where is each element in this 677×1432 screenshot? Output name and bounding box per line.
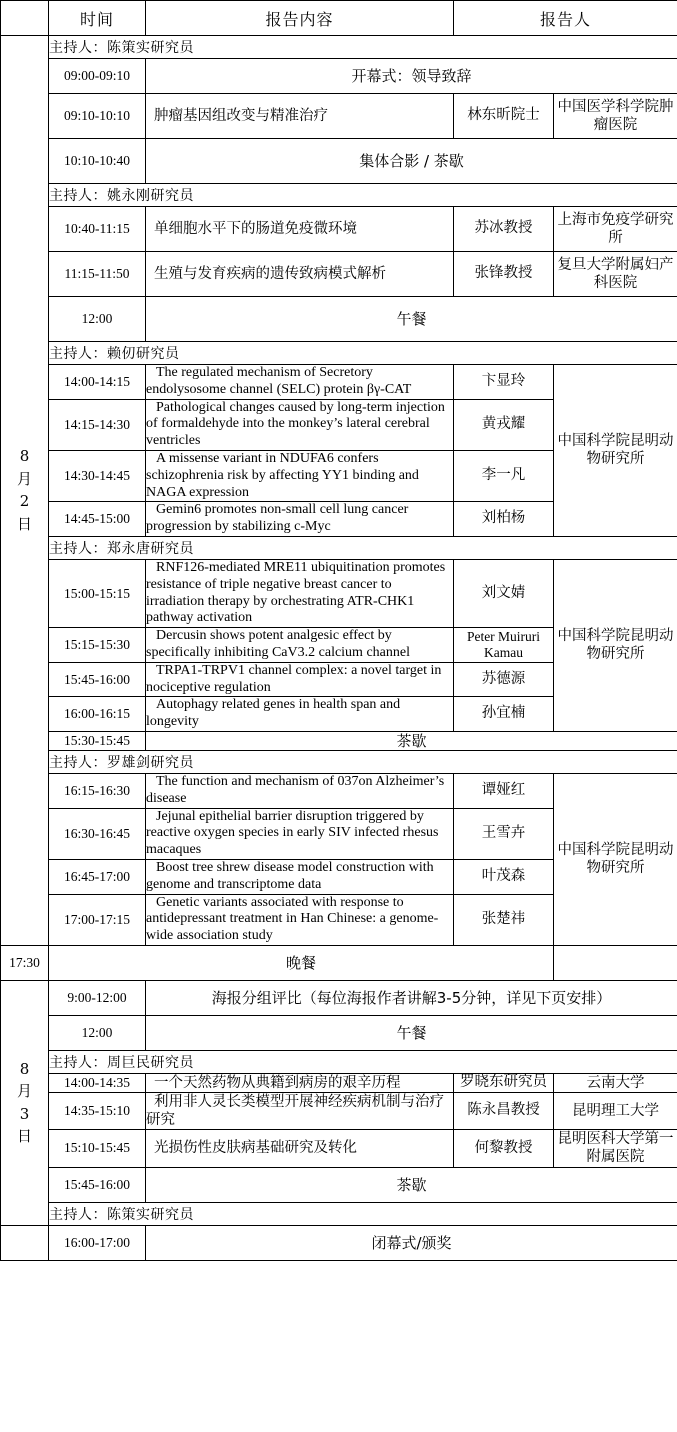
date-char: 日	[16, 514, 32, 533]
row-speaker: 孙宜楠	[454, 697, 554, 732]
session-chair: 主持人：赖仞研究员	[49, 342, 677, 365]
row-topic: 海报分组评比（每位海报作者讲解3-5分钟，详见下页安排）	[146, 980, 677, 1015]
row-speaker: 叶茂森	[454, 859, 554, 894]
row-speaker: 张楚祎	[454, 894, 554, 945]
table-row	[1, 731, 677, 750]
row-time: 15:30-15:45	[49, 731, 146, 750]
row-time: 16:45-17:00	[49, 859, 146, 894]
row-org: 中国医学科学院肿瘤医院	[554, 94, 677, 139]
row-topic: 闭幕式/颁奖	[146, 1225, 677, 1260]
table-row	[1, 1015, 677, 1050]
row-speaker: 黄戎耀	[454, 399, 554, 450]
row-speaker: 刘文婧	[454, 559, 554, 627]
session-chair: 主持人：陈策实研究员	[49, 36, 677, 59]
row-topic: 午餐	[146, 297, 677, 342]
row-time: 14:15-14:30	[49, 399, 146, 450]
date-char: 月	[16, 469, 32, 488]
row-org: 中国科学院昆明动物研究所	[554, 559, 677, 731]
row-topic: The regulated mechanism of Secretory endolysosome channel (SELC) protein βγ-CAT	[146, 365, 454, 400]
row-topic: Genetic variants associated with response to antidepressant treatment in Han Chinese: a genome-wide association study	[146, 894, 454, 945]
row-topic: 一个天然药物从典籍到病房的艰辛历程	[146, 1073, 454, 1092]
row-speaker: 陈永昌教授	[454, 1093, 554, 1130]
row-time: 09:10-10:10	[49, 94, 146, 139]
row-topic: 午餐	[146, 1015, 677, 1050]
row-topic: 生殖与发育疾病的遗传致病模式解析	[146, 252, 454, 297]
date-char: 8	[19, 1059, 30, 1078]
session-chair: 主持人：周巨民研究员	[49, 1050, 677, 1073]
row-topic: 开幕式：领导致辞	[146, 59, 677, 94]
row-time: 16:00-16:15	[49, 697, 146, 732]
table-row	[1, 773, 677, 808]
session-chair: 主持人：陈策实研究员	[49, 1202, 677, 1225]
table-row	[1, 1130, 677, 1167]
table-row	[1, 297, 677, 342]
row-time: 12:00	[49, 297, 146, 342]
row-org: 昆明理工大学	[554, 1093, 677, 1130]
header-speaker: 报告人	[454, 1, 677, 36]
row-speaker: 苏冰教授	[454, 207, 554, 252]
date-char: 3	[19, 1104, 30, 1123]
table-row	[1, 1225, 677, 1260]
row-time: 16:30-16:45	[49, 808, 146, 859]
row-topic: 茶歇	[146, 1167, 677, 1202]
row-time: 10:10-10:40	[49, 139, 146, 184]
row-speaker: 何黎教授	[454, 1130, 554, 1167]
chair-row-6	[1, 1050, 677, 1073]
chair-row-3	[1, 342, 677, 365]
row-time: 16:00-17:00	[49, 1225, 146, 1260]
row-topic: Gemin6 promotes non-small cell lung cancer progression by stabilizing c-Myc	[146, 502, 454, 537]
row-time: 15:45-16:00	[49, 1167, 146, 1202]
table-row	[1, 365, 677, 400]
row-topic: The function and mechanism of 037on Alzheimer’s disease	[146, 773, 454, 808]
row-time: 14:30-14:45	[49, 450, 146, 501]
row-org: 中国科学院昆明动物研究所	[554, 773, 677, 945]
chair-row-7	[1, 1202, 677, 1225]
date-cell-day2	[1, 980, 49, 1225]
row-speaker: 王雪卉	[454, 808, 554, 859]
row-topic: 茶歇	[146, 731, 677, 750]
session-chair: 主持人：姚永刚研究员	[49, 184, 677, 207]
row-time: 12:00	[49, 1015, 146, 1050]
row-topic: Boost tree shrew disease model construction with genome and transcriptome data	[146, 859, 454, 894]
row-time: 11:15-11:50	[49, 252, 146, 297]
row-speaker: 苏德源	[454, 662, 554, 697]
row-time: 15:15-15:30	[49, 628, 146, 663]
row-time: 17:30	[1, 945, 49, 980]
row-time: 14:00-14:35	[49, 1073, 146, 1092]
table-header-row	[1, 1, 677, 36]
table-row	[1, 1073, 677, 1092]
row-time: 15:00-15:15	[49, 559, 146, 627]
table-row	[1, 139, 677, 184]
date-char: 日	[16, 1127, 32, 1146]
header-corner-blank	[1, 1, 49, 36]
chair-row-2	[1, 184, 677, 207]
row-time: 09:00-09:10	[49, 59, 146, 94]
row-topic: 利用非人灵长类模型开展神经疾病机制与治疗研究	[146, 1093, 454, 1130]
row-speaker: 卞显玲	[454, 365, 554, 400]
row-time: 14:45-15:00	[49, 502, 146, 537]
session-chair: 主持人：罗雄剑研究员	[49, 750, 677, 773]
row-speaker: 张锋教授	[454, 252, 554, 297]
table-row	[1, 1093, 677, 1130]
table-row	[1, 559, 677, 627]
row-time: 16:15-16:30	[49, 773, 146, 808]
date-char: 8	[19, 447, 30, 466]
row-speaker: Peter Muiruri Kamau	[454, 628, 554, 663]
row-topic: 光损伤性皮肤病基础研究及转化	[146, 1130, 454, 1167]
chair-row-1	[1, 36, 677, 59]
row-time: 17:00-17:15	[49, 894, 146, 945]
row-time: 14:35-15:10	[49, 1093, 146, 1130]
table-row	[1, 252, 677, 297]
row-org: 昆明医科大学第一附属医院	[554, 1130, 677, 1167]
row-topic: 晚餐	[49, 945, 554, 980]
table-row	[1, 1167, 677, 1202]
row-org: 云南大学	[554, 1073, 677, 1092]
header-content: 报告内容	[146, 1, 454, 36]
row-time: 9:00-12:00	[49, 980, 146, 1015]
row-topic: Dercusin shows potent analgesic effect by specifically inhibiting CaV3.2 calcium channel	[146, 628, 454, 663]
date-char: 2	[19, 492, 30, 511]
date-cell-day2-tail	[1, 1225, 49, 1260]
chair-row-5	[1, 750, 677, 773]
table-row	[1, 94, 677, 139]
row-topic: Jejunal epithelial barrier disruption triggered by reactive oxygen species in early SIV infected rhesus macaques	[146, 808, 454, 859]
table-row	[1, 945, 677, 980]
chair-row-4	[1, 536, 677, 559]
row-speaker: 谭娅红	[454, 773, 554, 808]
table-row	[1, 59, 677, 94]
row-topic: Pathological changes caused by long-term injection of formaldehyde into the monkey’s lateral cerebral ventricles	[146, 399, 454, 450]
row-speaker: 罗晓东研究员	[454, 1073, 554, 1092]
row-topic: A missense variant in NDUFA6 confers schizophrenia risk by affecting YY1 binding and NAGA expression	[146, 450, 454, 501]
row-speaker: 李一凡	[454, 450, 554, 501]
row-time: 15:45-16:00	[49, 662, 146, 697]
date-cell-day1	[1, 36, 49, 946]
row-org: 中国科学院昆明动物研究所	[554, 365, 677, 537]
row-time: 14:00-14:15	[49, 365, 146, 400]
row-topic: RNF126-mediated MRE11 ubiquitination promotes resistance of triple negative breast cancer to irradiation therapy by orchestrating ATR-CHK1 pathway activation	[146, 559, 454, 627]
row-topic: 肿瘤基因组改变与精准治疗	[146, 94, 454, 139]
row-time: 10:40-11:15	[49, 207, 146, 252]
date-char: 月	[16, 1082, 32, 1101]
row-topic: Autophagy related genes in health span and longevity	[146, 697, 454, 732]
header-time: 时间	[49, 1, 146, 36]
table-row	[1, 207, 677, 252]
row-org: 复旦大学附属妇产科医院	[554, 252, 677, 297]
row-topic: TRPA1-TRPV1 channel complex: a novel target in nociceptive regulation	[146, 662, 454, 697]
row-speaker: 林东昕院士	[454, 94, 554, 139]
row-topic: 单细胞水平下的肠道免疫微环境	[146, 207, 454, 252]
row-time: 15:10-15:45	[49, 1130, 146, 1167]
table-row	[1, 980, 677, 1015]
row-org: 上海市免疫学研究所	[554, 207, 677, 252]
row-topic: 集体合影 / 茶歇	[146, 139, 677, 184]
session-chair: 主持人：郑永唐研究员	[49, 536, 677, 559]
row-speaker: 刘柏杨	[454, 502, 554, 537]
